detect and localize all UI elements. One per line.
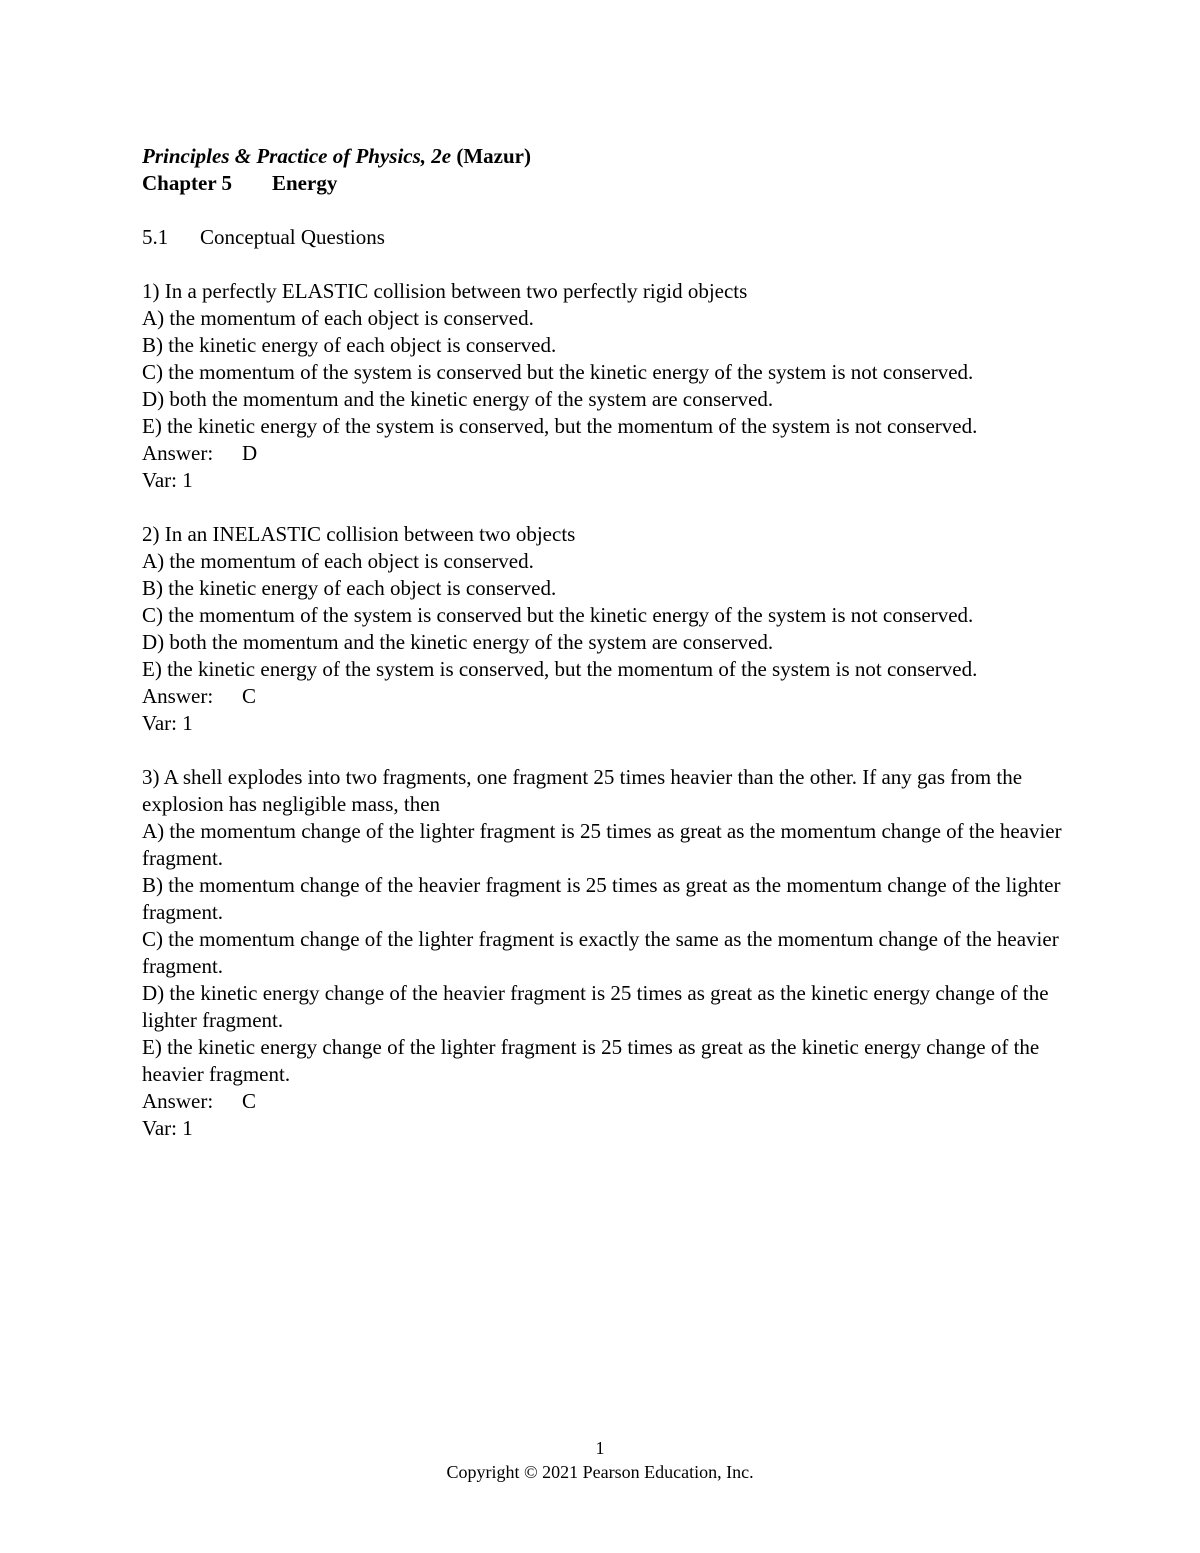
option-c: C) the momentum of the system is conserved but the kinetic energy of the system is not conserved. [142, 603, 974, 627]
answer-line [142, 440, 1072, 467]
option-c: C) the momentum change of the lighter fragment is exactly the same as the momentum change of the heavier fragment. [142, 927, 1059, 978]
answer-value: C [242, 1089, 257, 1113]
section-name: Conceptual Questions [200, 225, 385, 249]
question-stem: 2) In an INELASTIC collision between two objects [142, 522, 576, 546]
answer-value: C [242, 684, 257, 708]
option-e: E) the kinetic energy change of the lighter fragment is 25 times as great as the kinetic energy change of the heavier fragment. [142, 1035, 1040, 1086]
answer-line [142, 1088, 1072, 1115]
answer-label: Answer: [142, 441, 214, 465]
option-e: E) the kinetic energy of the system is conserved, but the momentum of the system is not conserved. [142, 657, 978, 681]
answer-value: D [242, 441, 258, 465]
option-d: D) both the momentum and the kinetic energy of the system are conserved. [142, 387, 774, 411]
option-a: A) the momentum of each object is conserved. [142, 549, 534, 573]
question-1 [142, 278, 1072, 494]
var-line: Var: 1 [142, 468, 193, 492]
option-b: B) the kinetic energy of each object is conserved. [142, 576, 557, 600]
book-author: (Mazur) [456, 144, 531, 168]
option-b: B) the kinetic energy of each object is conserved. [142, 333, 557, 357]
option-a: A) the momentum of each object is conserved. [142, 306, 534, 330]
answer-label: Answer: [142, 684, 214, 708]
option-e: E) the kinetic energy of the system is conserved, but the momentum of the system is not conserved. [142, 414, 978, 438]
question-stem: 1) In a perfectly ELASTIC collision between two perfectly rigid objects [142, 279, 748, 303]
copyright-notice: Copyright © 2021 Pearson Education, Inc. [446, 1462, 754, 1482]
question-2 [142, 521, 1072, 737]
var-line: Var: 1 [142, 1116, 193, 1140]
chapter-name: Energy [272, 171, 338, 195]
answer-line [142, 683, 1072, 710]
question-stem: 3) A shell explodes into two fragments, one fragment 25 times heavier than the other. If any gas from the explosion has negligible mass, then [142, 765, 1023, 816]
answer-label: Answer: [142, 1089, 214, 1113]
option-a: A) the momentum change of the lighter fragment is 25 times as great as the momentum change of the heavier fragment. [142, 819, 1062, 870]
page-number: 1 [595, 1438, 605, 1458]
option-d: D) both the momentum and the kinetic energy of the system are conserved. [142, 630, 774, 654]
section-heading [142, 224, 1072, 251]
book-title: Principles & Practice of Physics, 2e [142, 144, 452, 168]
option-d: D) the kinetic energy change of the heavier fragment is 25 times as great as the kinetic energy change of the lighter fragment. [142, 981, 1049, 1032]
option-b: B) the momentum change of the heavier fragment is 25 times as great as the momentum change of the lighter fragment. [142, 873, 1061, 924]
var-line: Var: 1 [142, 711, 193, 735]
chapter-label: Chapter 5 [142, 171, 233, 195]
book-title-line [142, 143, 1072, 170]
page-content [142, 143, 1072, 1142]
option-c: C) the momentum of the system is conserved but the kinetic energy of the system is not conserved. [142, 360, 974, 384]
chapter-heading [142, 170, 1072, 197]
question-3 [142, 764, 1072, 1142]
section-number: 5.1 [142, 225, 169, 249]
